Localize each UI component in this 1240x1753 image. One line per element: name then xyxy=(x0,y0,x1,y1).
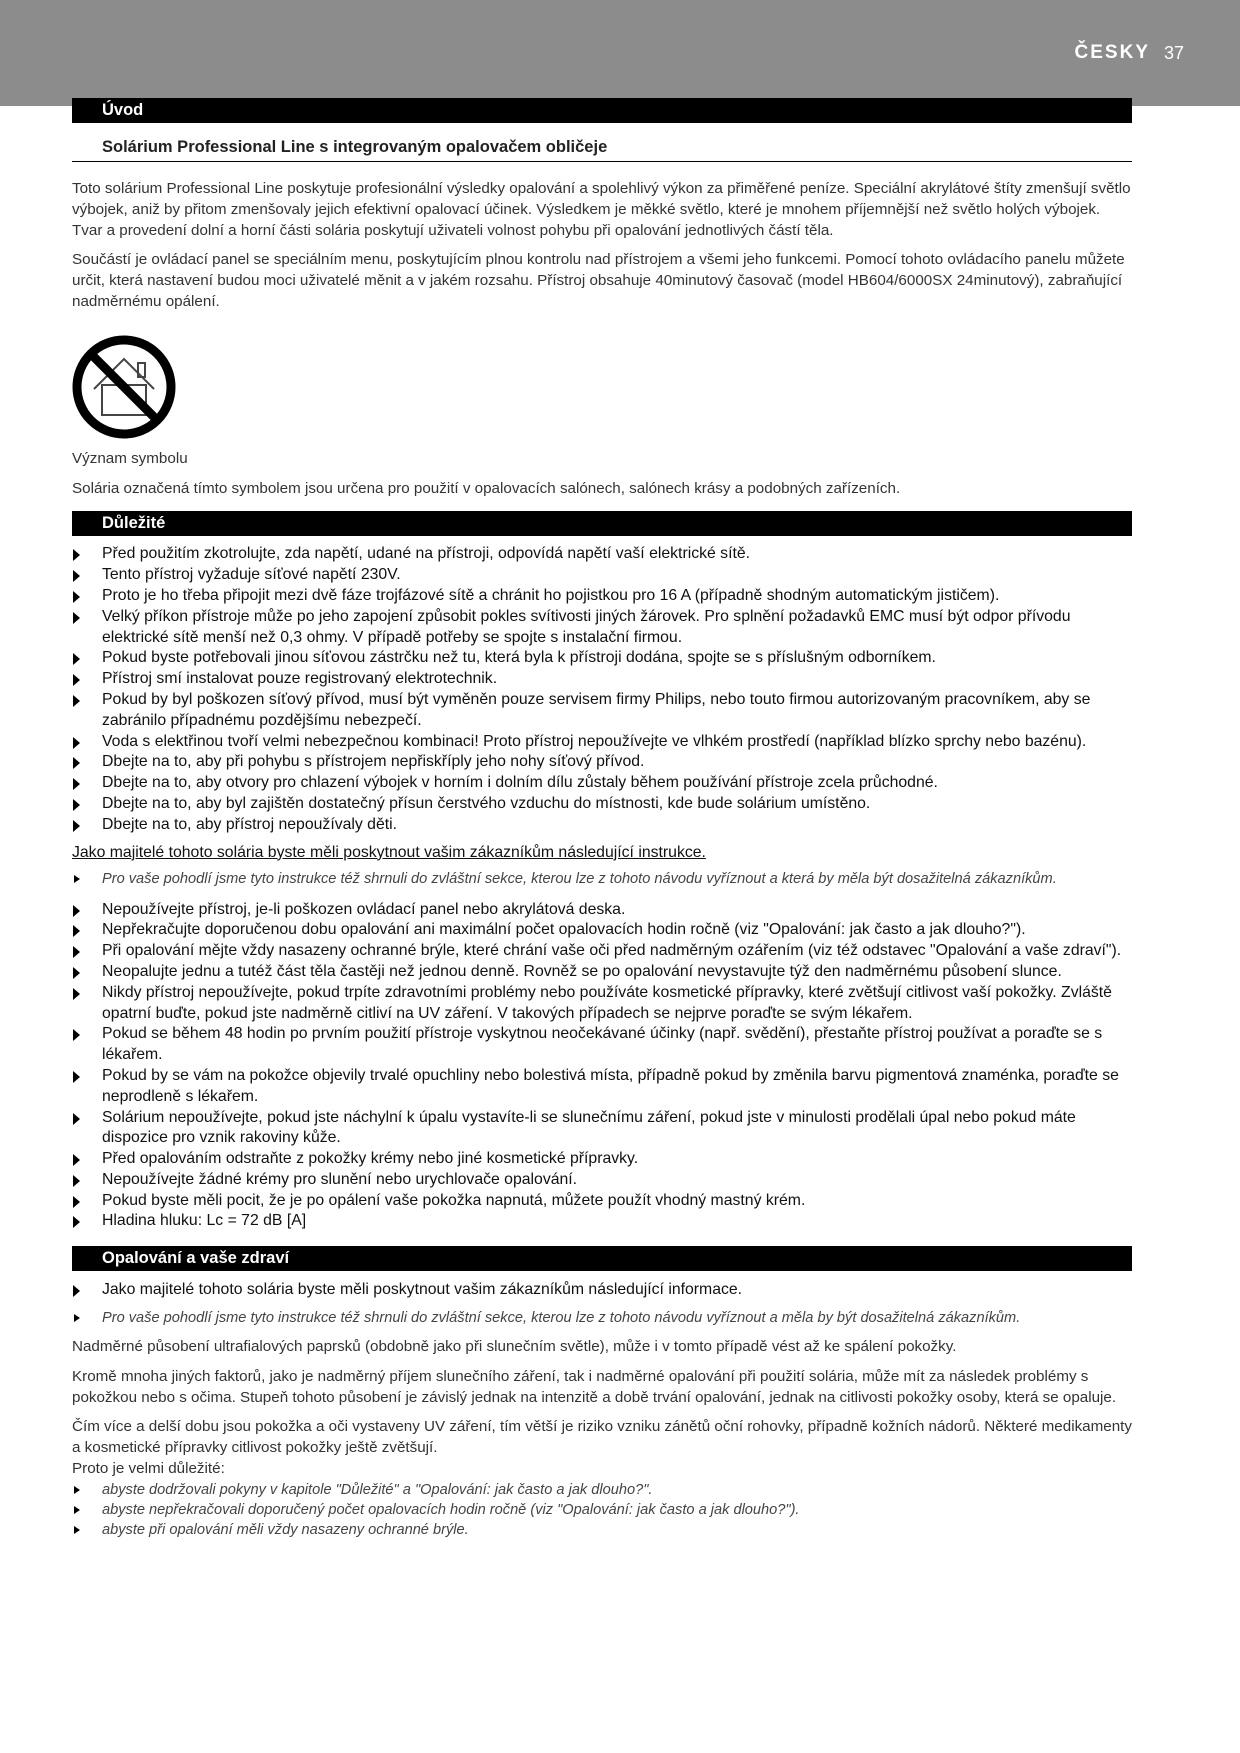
section-heading-health: Opalování a vaše zdraví xyxy=(72,1246,1132,1271)
important-list xyxy=(72,544,1132,835)
list-item: Dbejte na to, aby přístroj nepoužívaly děti. xyxy=(72,815,1132,836)
list-item: Nikdy přístroj nepoužívejte, pokud trpíte zdravotními problémy nebo používáte kosmetické přípravky, které zvětšují citlivost vaší pokožky. Zvláště opatrní buďte, pokud jste nadměrně citliví na UV záření. V takových případech se nejprve poraďte se svým lékařem. xyxy=(72,983,1132,1025)
list-item: Solárium nepoužívejte, pokud jste náchylní k úpalu vystavíte-li se slunečnímu záření, pokud jste v minulosti prodělali úpal nebo pokud máte dispozice pro vznik rakoviny kůže. xyxy=(72,1108,1132,1150)
list-item: Před použitím zkotrolujte, zda napětí, udané na přístroji, odpovídá napětí vaší elektrické sítě. xyxy=(72,544,1132,565)
document-body xyxy=(72,98,1132,1540)
list-item: abyste nepřekračovali doporučený počet opalovacích hodin ročně (viz "Opalování: jak často a jak dlouho?"). xyxy=(72,1500,1132,1520)
page-number: 37 xyxy=(1163,43,1184,63)
list-item: abyste dodržovali pokyny v kapitole "Důležité" a "Opalování: jak často a jak dlouho?". xyxy=(72,1480,1132,1500)
no-home-use-icon xyxy=(72,335,177,440)
customer-instructions-list xyxy=(72,900,1132,1233)
list-item: Nepoužívejte přístroj, je-li poškozen ovládací panel nebo akrylátová deska. xyxy=(72,900,1132,921)
page-header-band xyxy=(0,0,1240,106)
list-item: Před opalováním odstraňte z pokožky krémy nebo jiné kosmetické přípravky. xyxy=(72,1149,1132,1170)
health-paragraph: Proto je velmi důležité: xyxy=(72,1460,225,1478)
list-item: Neopalujte jednu a tutéž část těla častěji než jednou denně. Rovněž se po opalování nevystavujte týž den nadměrnému působení slunce. xyxy=(72,962,1132,983)
list-item: Pokud by byl poškozen síťový přívod, musí být vyměněn pouze servisem firmy Philips, nebo touto firmou autorizovaným pracovníkem, aby se zabránilo případnému pozdějšímu nebezpečí. xyxy=(72,690,1132,732)
health-list xyxy=(72,1280,1132,1301)
section-heading-important: Důležité xyxy=(72,511,1132,536)
symbol-caption: Význam symbolu xyxy=(72,449,188,467)
owners-instruction-line: Jako majitelé tohoto solária byste měli poskytnout vašim zákazníkům následující instrukce. xyxy=(72,843,706,861)
list-item: Velký příkon přístroje může po jeho zapojení způsobit pokles svítivosti jiných žárovek. Pro splnění požadavků EMC musí být odpor přívodu elektrické sítě menší než 0,3 ohmy. V případě potřeby se spojte s instalační firmou. xyxy=(72,607,1132,649)
list-item: abyste při opalování měli vždy nasazeny ochranné brýle. xyxy=(72,1520,1132,1540)
list-item: Nepřekračujte doporučenou dobu opalování ani maximální počet opalovacích hodin ročně (viz "Opalování: jak často a jak dlouho?"). xyxy=(72,920,1132,941)
note-line: Pro vaše pohodlí jsme tyto instrukce též shrnuli do zvláštní sekce, kterou lze z tohoto návodu vyříznout a měla by být dosažitelná zákazníkům. xyxy=(72,1308,1132,1328)
intro-subtitle: Solárium Professional Line s integrovaným opalovačem obličeje xyxy=(72,123,1132,162)
list-item: Dbejte na to, aby byl zajištěn dostatečný přísun čerstvého vzduchu do místnosti, kde bude solárium umístěno. xyxy=(72,794,1132,815)
list-item: Pokud by se vám na pokožce objevily trvalé opuchliny nebo bolestivá místa, případně pokud by změnila barvu pigmentová znaménka, poraďte se neprodleně s lékařem. xyxy=(72,1066,1132,1108)
note-line: Pro vaše pohodlí jsme tyto instrukce též shrnuli do zvláštní sekce, kterou lze z tohoto návodu vyříznout a která by měla být dosažitelná zákazníkům. xyxy=(72,869,1132,889)
list-item: Pokud byste měli pocit, že je po opálení vaše pokožka napnutá, můžete použít vhodný mastný krém. xyxy=(72,1191,1132,1212)
list-item: Dbejte na to, aby při pohybu s přístrojem nepřiskříply jeho nohy síťový přívod. xyxy=(72,752,1132,773)
list-item: Voda s elektřinou tvoří velmi nebezpečnou kombinaci! Proto přístroj nepoužívejte ve vlhkém prostředí (například blízko sprchy nebo bazénu). xyxy=(72,732,1132,753)
list-item: Dbejte na to, aby otvory pro chlazení výbojek v horním i dolním dílu zůstaly během používání přístroje zcela průchodné. xyxy=(72,773,1132,794)
list-item: Nepoužívejte žádné krémy pro slunění nebo urychlovače opalování. xyxy=(72,1170,1132,1191)
health-paragraph: Nadměrné působení ultrafialových paprsků (obdobně jako při slunečním světle), může i v tomto případě vést až ke spálení pokožky. xyxy=(72,1338,957,1356)
language-label: ČESKY xyxy=(1074,42,1150,63)
list-item: Tento přístroj vyžaduje síťové napětí 230V. xyxy=(72,565,1132,586)
list-item: Hladina hluku: Lc = 72 dB [A] xyxy=(72,1211,1132,1232)
intro-paragraph: Toto solárium Professional Line poskytuje profesionální výsledky opalování a spolehlivý výkon za přiměřené peníze. Speciální akrylátové štíty zmenšují světlo výbojek, aniž by přitom zmenšovaly jejich efektivní opalovací účinek. Výsledkem je měkké světlo, které je mnohem příjemnější než světlo holých výbojek. Tvar a provedení dolní a horní části solária poskytují uživateli volnost pohybu při opalování jednotlivých částí těla. xyxy=(72,180,1131,239)
health-paragraph: Kromě mnoha jiných faktorů, jako je nadměrný příjem slunečního záření, tak i nadměrné opalování při použití solária, může mít za následek problémy s pokožkou nebo s očima. Stupeň tohoto působení je závislý jednak na intenzitě a době trvání opalování, jednak na citlivosti pokožky osoby, která se opaluje. xyxy=(72,1367,1117,1406)
symbol-description: Solária označená tímto symbolem jsou určena pro použití v opalovacích salónech, salónech krásy a podobných zařízeních. xyxy=(72,479,901,497)
list-item: Jako majitelé tohoto solária byste měli poskytnout vašim zákazníkům následující informace. xyxy=(72,1280,1132,1301)
list-item: Přístroj smí instalovat pouze registrovaný elektrotechnik. xyxy=(72,669,1132,690)
list-item: Pokud byste potřebovali jinou síťovou zástrčku než tu, která byla k přístroji dodána, spojte se s příslušným odborníkem. xyxy=(72,648,1132,669)
list-item: Pokud se během 48 hodin po prvním použití přístroje vyskytnou neočekávané účinky (např. svědění), přestaňte přístroj používat a poraďte se s lékařem. xyxy=(72,1024,1132,1066)
list-item: Proto je ho třeba připojit mezi dvě fáze trojfázové sítě a chránit ho pojistkou pro 16 A (případně shodným automatickým jističem). xyxy=(72,586,1132,607)
list-item: Při opalování mějte vždy nasazeny ochranné brýle, které chrání vaše oči před nadměrným ozářením (viz též odstavec "Opalování a vaše zdraví"). xyxy=(72,941,1132,962)
health-paragraph: Čím více a delší dobu jsou pokožka a oči vystaveny UV záření, tím větší je riziko vzniku zánětů oční rohovky, případně kožních nádorů. Některé medikamenty a kosmetické přípravky citlivost pokožky ještě zvětšují. xyxy=(72,1418,1132,1457)
intro-paragraph: Součástí je ovládací panel se speciálním menu, poskytujícím plnou kontrolu nad přístrojem a všemi jeho funkcemi. Pomocí tohoto ovládacího panelu můžete určit, která nastavení budou moci uživatelé měnit a v jakém rozsahu. Přístroj obsahuje 40minutový časovač (model HB604/6000SX 24minutový), zabraňující nadměrnému opálení. xyxy=(72,251,1125,310)
section-heading-intro: Úvod xyxy=(72,98,1132,123)
